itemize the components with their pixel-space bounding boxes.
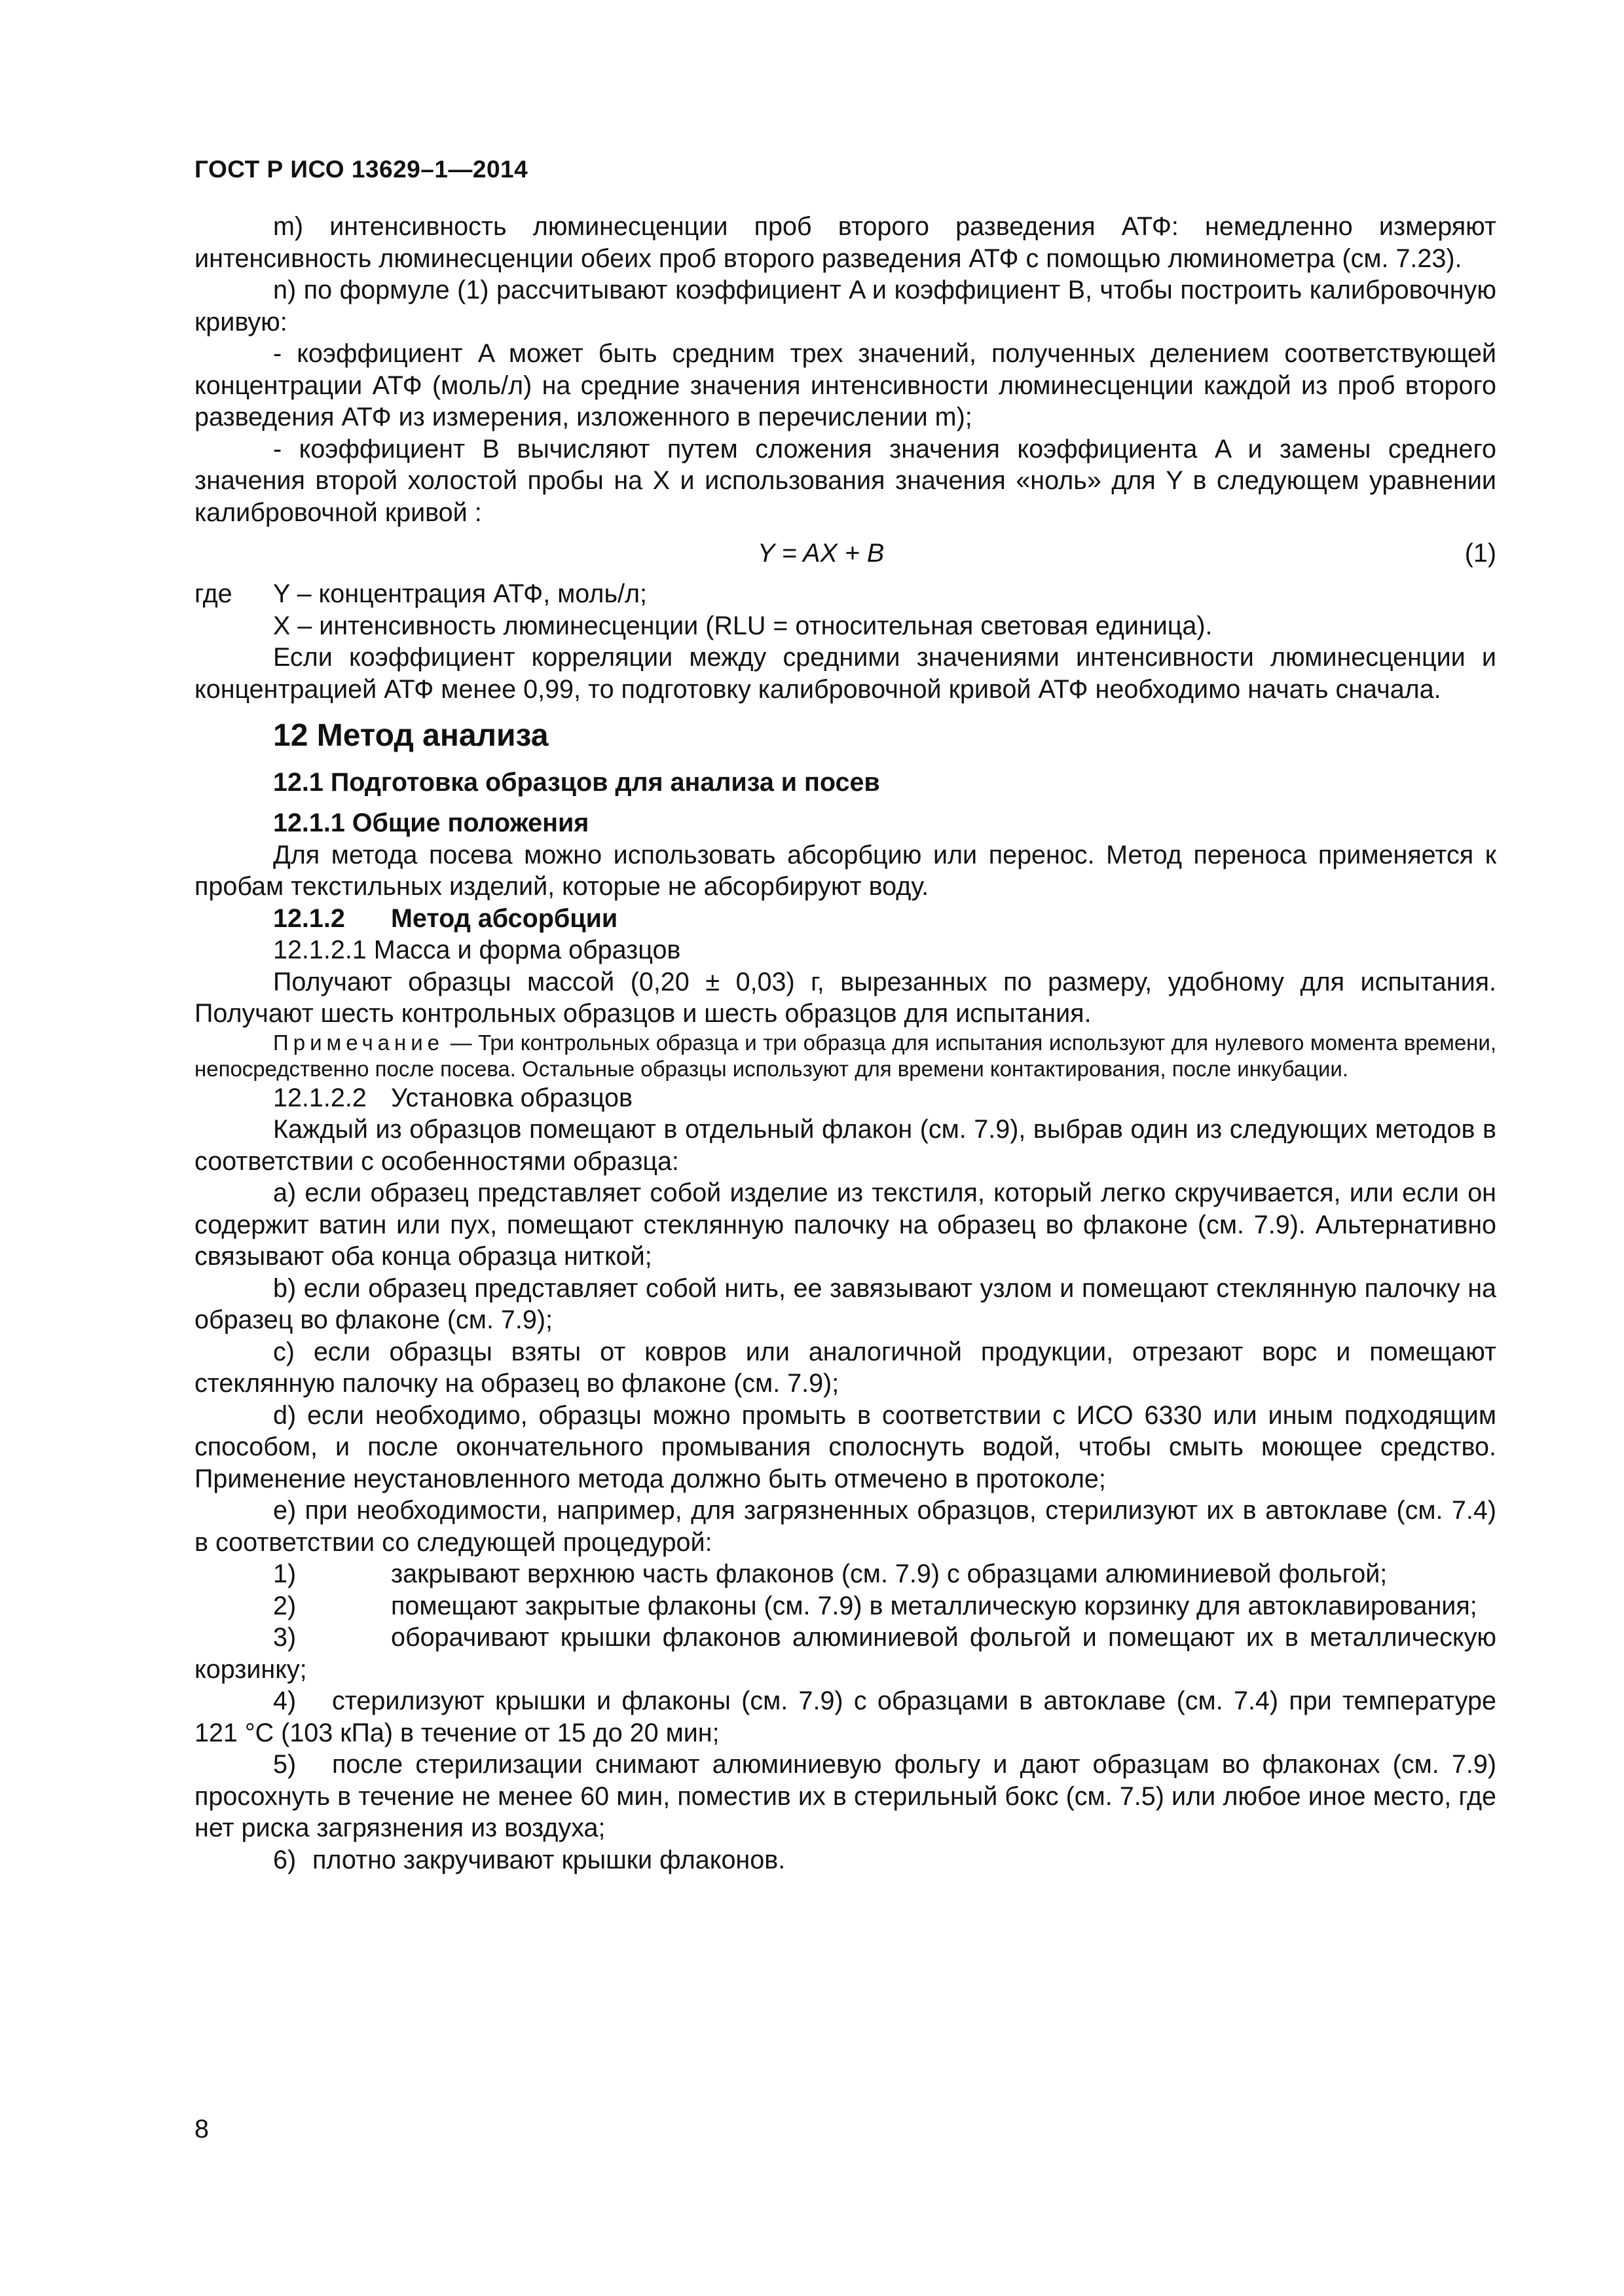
page-number: 8 — [194, 2115, 209, 2143]
step-number: 4) — [273, 1686, 297, 1715]
paragraph-general: Для метода посева можно использовать абсорбцию или перенос. Метод переноса применяется к пробам текстильных изделий, которые не абсорбируют воду. — [194, 840, 1496, 901]
step-item — [194, 1844, 1496, 1876]
section-12-1-2-2-heading — [273, 1082, 1496, 1114]
note-block — [194, 1030, 1496, 1082]
list-item-a: a) если образец представляет собой изделие из текстиля, который легко скручивается, или если он содержит ватин или пух, помещают стеклянную палочку на образец во флаконе (см. 7.9). Альтернативно связывают оба конца образца ниткой; — [194, 1178, 1496, 1271]
section-12-1-2-1-heading: 12.1.2.1 Масса и форма образцов — [273, 936, 681, 964]
paragraph-placement-intro: Каждый из образцов помещают в отдельный флакон (см. 7.9), выбрав один из следующих методов в соответствии с особенностями образца: — [194, 1115, 1496, 1176]
step-text: после стерилизации снимают алюминиевую фольгу и дают образцам во флаконах (см. 7.9) просохнуть в течение не менее 60 мин, поместив их в стерильный бокс (см. 7.5) или любое иное место, где нет риска загрязнения из воздуха; — [194, 1750, 1496, 1842]
section-12-1-1-title: 12.1.1 Общие положения — [273, 809, 589, 837]
note-text: — Три контрольных образца и три образца для испытания используют для нулевого момента времени, непосредственно после посева. Остальные образцы используют для времени контактирования, после инкубации. — [194, 1030, 1496, 1081]
section-12-1-title: 12.1 Подготовка образцов для анализа и посев — [273, 768, 880, 797]
step-text: стерилизуют крышки и флаконы (см. 7.9) с образцами в автоклаве (см. 7.4) при температуре 121 °С (103 кПа) в течение от 15 до 20 мин; — [194, 1686, 1496, 1747]
paragraph-correlation: Если коэффициент корреляции между средними значениями интенсивности люминесценции и концентрацией АТФ менее 0,99, то подготовку калибровочной кривой АТФ необходимо начать сначала. — [194, 643, 1496, 704]
step-text: оборачивают крышки флаконов алюминиевой фольгой и помещают их в металлическую корзинку; — [194, 1623, 1496, 1684]
step-item — [194, 1590, 1496, 1622]
list-item-b: b) если образец представляет собой нить, ее завязывают узлом и помещают стеклянную палочку на образец во флаконе (см. 7.9); — [194, 1273, 1496, 1334]
paragraph-coef-b: - коэффициент B вычисляют путем сложения значения коэффициента A и замены среднего значения второй холостой пробы на X и использования значения «ноль» для Y в следующем уравнении калибровочной кривой : — [194, 434, 1496, 527]
step-number: 3) — [273, 1623, 297, 1652]
formula-number: (1) — [1464, 539, 1496, 568]
list-item-d: d) если необходимо, образцы можно промыть в соответствии с ИСО 6330 или иным подходящим способом, и после окончательного промывания сполоснуть водой, чтобы смыть моющее средство. Применение неустановленного метода должно быть отмечено в протоколе; — [194, 1400, 1496, 1493]
list-item-c: c) если образцы взяты от ковров или аналогичной продукции, отрезают ворс и помещают стеклянную палочку на образец во флаконе (см. 7.9); — [194, 1337, 1496, 1398]
step-item — [194, 1685, 1496, 1749]
section-12-1-2-2-number: 12.1.2.2 — [273, 1083, 367, 1112]
definition-x: X – интенсивность люминесценции (RLU = относительная световая единица). — [273, 611, 1213, 640]
section-12-title: 12 Метод анализа — [273, 718, 549, 753]
note-label: Примечание — [273, 1030, 445, 1055]
step-number: 6) — [273, 1845, 297, 1874]
section-12-1-2-number: 12.1.2 — [273, 903, 345, 933]
paragraph-m: m) интенсивность люминесценции проб второго разведения АТФ: немедленно измеряют интенсивность люминесценции обеих проб второго разведения АТФ с помощью люминометра (см. 7.23). — [194, 212, 1496, 273]
formula-text: Y = AX + B — [758, 539, 885, 568]
section-12-1-2-title: Метод абсорбции — [391, 903, 618, 933]
where-block — [194, 578, 1496, 610]
page-header-doc-id: ГОСТ Р ИСО 13629–1—2014 — [194, 156, 528, 183]
step-text: закрывают верхнюю часть флаконов (см. 7.9) с образцами алюминиевой фольгой; — [391, 1559, 1388, 1588]
section-12-1-2-2-title: Установка образцов — [391, 1083, 633, 1112]
step-number: 1) — [273, 1559, 297, 1588]
paragraph-coef-a: - коэффициент A может быть средним трех значений, полученных делением соответствующей концентрации АТФ (моль/л) на средние значения интенсивности люминесценции каждой из проб второго разведения АТФ из измерения, изложенного в перечислении m); — [194, 339, 1496, 431]
paragraph-mass: Получают образцы массой (0,20 ± 0,03) г, вырезанных по размеру, удобному для испытания. Получают шесть контрольных образцов и шесть образцов для испытания. — [194, 967, 1496, 1028]
step-text: плотно закручивают крышки флаконов. — [312, 1845, 786, 1874]
where-label: где — [194, 579, 232, 608]
step-text: помещают закрытые флаконы (см. 7.9) в металлическую корзинку для автоклавирования; — [391, 1591, 1477, 1620]
section-12-1-2-heading — [273, 903, 1496, 935]
step-number: 2) — [273, 1591, 297, 1620]
step-item — [194, 1558, 1496, 1590]
formula-1 — [194, 538, 1496, 570]
definition-y: Y – концентрация АТФ, моль/л; — [273, 579, 648, 608]
list-item-e: e) при необходимости, например, для загрязненных образцов, стерилизуют их в автоклаве (см. 7.4) в соответствии со следующей процедурой: — [194, 1496, 1496, 1557]
step-number: 5) — [273, 1750, 297, 1779]
paragraph-n: n) по формуле (1) рассчитывают коэффициент A и коэффициент B, чтобы построить калибровочную кривую: — [194, 276, 1496, 337]
step-item — [194, 1749, 1496, 1844]
document-body — [194, 211, 1496, 1876]
step-item — [194, 1622, 1496, 1685]
